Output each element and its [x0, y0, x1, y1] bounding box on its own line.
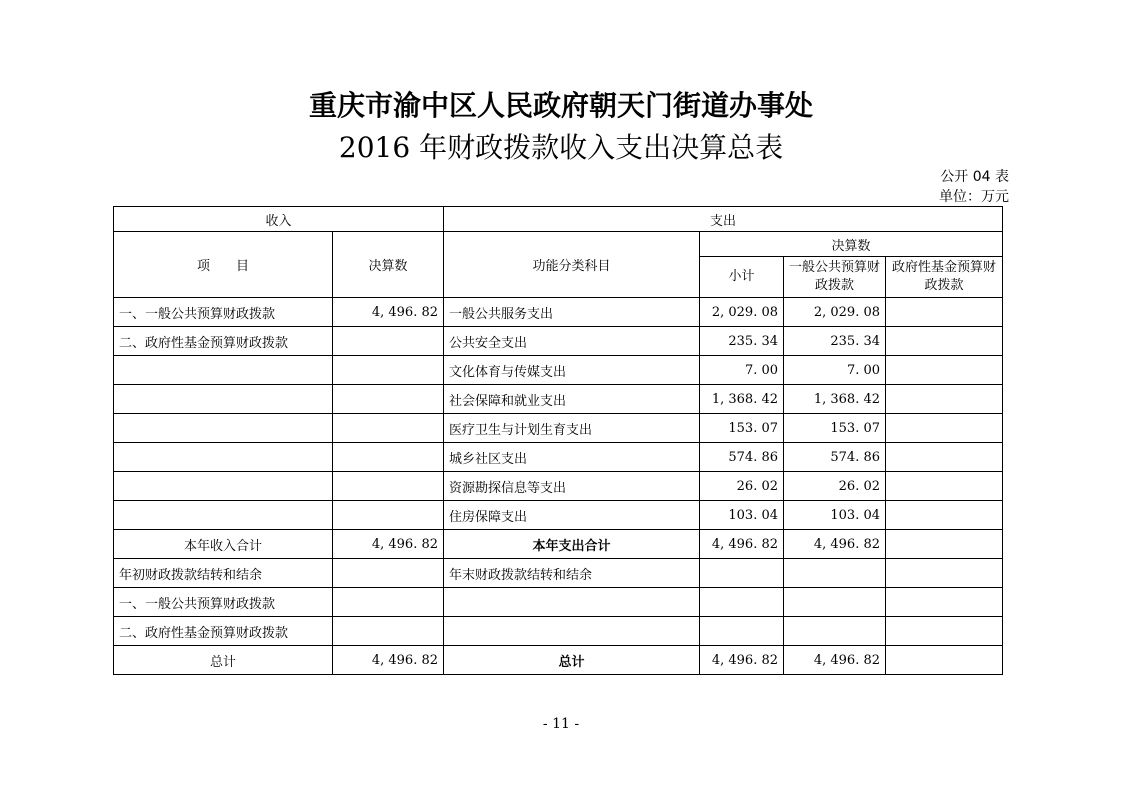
- expense-item: 社会保障和就业支出: [444, 385, 700, 414]
- expense-fund: [886, 501, 1003, 530]
- expense-general: 7. 00: [784, 356, 886, 385]
- table-row: [114, 414, 1003, 443]
- income-item: 二、政府性基金预算财政拨款: [114, 327, 333, 356]
- subtotal-header: 小计: [700, 257, 784, 298]
- income-item: 一、一般公共预算财政拨款: [114, 298, 333, 327]
- page-subtitle: 2016 年财政拨款收入支出决算总表: [338, 131, 784, 164]
- year-expense-fund: [886, 530, 1003, 559]
- income-amount: [333, 356, 444, 385]
- year-total-row: [114, 530, 1003, 559]
- table-row: [114, 298, 1003, 327]
- income-item: [114, 443, 333, 472]
- expense-general: 1, 368. 42: [784, 385, 886, 414]
- year-expense-subtotal: 4, 496. 82: [700, 530, 784, 559]
- expense-general: 235. 34: [784, 327, 886, 356]
- expense-subtotal: 1, 368. 42: [700, 385, 784, 414]
- expense-general: 153. 07: [784, 414, 886, 443]
- expense-fund: [886, 414, 1003, 443]
- grand-total-row: [114, 646, 1003, 675]
- expense-item: 医疗卫生与计划生育支出: [444, 414, 700, 443]
- expense-general: 103. 04: [784, 501, 886, 530]
- table-row: [114, 385, 1003, 414]
- expense-general: 2, 029. 08: [784, 298, 886, 327]
- expense-item: 公共安全支出: [444, 327, 700, 356]
- table-row: [114, 501, 1003, 530]
- expense-subtotal: 235. 34: [700, 327, 784, 356]
- grand-income-total: 4, 496. 82: [333, 646, 444, 675]
- page-number: - 11 -: [542, 716, 580, 732]
- year-income-total: 4, 496. 82: [333, 530, 444, 559]
- expense-item: 资源勘探信息等支出: [444, 472, 700, 501]
- carry-begin-amount: [333, 559, 444, 588]
- expense-subtotal: 153. 07: [700, 414, 784, 443]
- expense-general: 26. 02: [784, 472, 886, 501]
- expense-fund: [886, 385, 1003, 414]
- grand-expense-label: 总计: [444, 646, 700, 675]
- item-header: 项 目: [114, 232, 333, 298]
- expense-subtotal: 574. 86: [700, 443, 784, 472]
- carry-row: [114, 559, 1003, 588]
- unit-label: 单位：万元: [939, 189, 1009, 205]
- carry-end-fund: [886, 559, 1003, 588]
- expense-item: 一般公共服务支出: [444, 298, 700, 327]
- expense-fund: [886, 472, 1003, 501]
- table-row: [114, 356, 1003, 385]
- income-amount: 4, 496. 82: [333, 298, 444, 327]
- carry-end-subtotal: [700, 559, 784, 588]
- table-row: [114, 327, 1003, 356]
- income-item: [114, 414, 333, 443]
- expense-item: 文化体育与传媒支出: [444, 356, 700, 385]
- income-item: [114, 356, 333, 385]
- income-amount: [333, 385, 444, 414]
- carry-fund-row: [114, 617, 1003, 646]
- grand-expense-subtotal: 4, 496. 82: [700, 646, 784, 675]
- year-income-total-label: 本年收入合计: [114, 530, 333, 559]
- grand-income-label: 总计: [114, 646, 333, 675]
- expense-header: 支出: [444, 207, 1003, 232]
- function-class-header: 功能分类科目: [444, 232, 700, 298]
- income-item: [114, 472, 333, 501]
- carry-general-row: [114, 588, 1003, 617]
- table-row: [114, 443, 1003, 472]
- expense-subtotal: 26. 02: [700, 472, 784, 501]
- budget-table: [113, 206, 1003, 675]
- income-amount: [333, 472, 444, 501]
- table-row: [114, 472, 1003, 501]
- carry-begin-fund: 二、政府性基金预算财政拨款: [114, 617, 333, 646]
- form-number: 公开 04 表: [940, 169, 1009, 185]
- income-item: [114, 385, 333, 414]
- grand-expense-fund: [886, 646, 1003, 675]
- year-expense-total-label: 本年支出合计: [444, 530, 700, 559]
- income-amount: [333, 443, 444, 472]
- expense-fund: [886, 356, 1003, 385]
- gov-fund-header: 政府性基金预算财政拨款: [886, 257, 1003, 298]
- page-title: 重庆市渝中区人民政府朝天门街道办事处: [308, 89, 813, 122]
- final-group-header: 决算数: [700, 232, 1003, 257]
- general-budget-header: 一般公共预算财政拨款: [784, 257, 886, 298]
- expense-fund: [886, 327, 1003, 356]
- grand-expense-general: 4, 496. 82: [784, 646, 886, 675]
- expense-item: 住房保障支出: [444, 501, 700, 530]
- expense-fund: [886, 298, 1003, 327]
- expense-general: 574. 86: [784, 443, 886, 472]
- carry-end-label: 年末财政拨款结转和结余: [444, 559, 700, 588]
- year-expense-general: 4, 496. 82: [784, 530, 886, 559]
- income-amount: [333, 327, 444, 356]
- expense-item: 城乡社区支出: [444, 443, 700, 472]
- carry-begin-label: 年初财政拨款结转和结余: [114, 559, 333, 588]
- carry-begin-general: 一、一般公共预算财政拨款: [114, 588, 333, 617]
- final-amount-header: 决算数: [333, 232, 444, 298]
- income-amount: [333, 414, 444, 443]
- expense-fund: [886, 443, 1003, 472]
- income-amount: [333, 501, 444, 530]
- income-item: [114, 501, 333, 530]
- expense-subtotal: 7. 00: [700, 356, 784, 385]
- expense-subtotal: 2, 029. 08: [700, 298, 784, 327]
- expense-subtotal: 103. 04: [700, 501, 784, 530]
- income-header: 收入: [114, 207, 444, 232]
- carry-end-general: [784, 559, 886, 588]
